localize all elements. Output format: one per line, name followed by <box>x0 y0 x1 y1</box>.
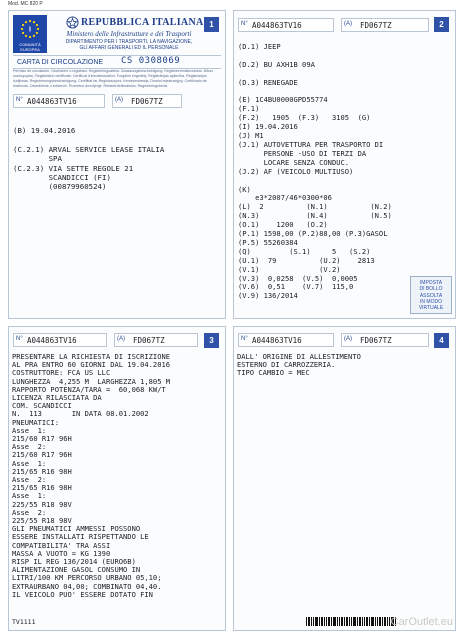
form-model-code: Mod. MC 820 P <box>8 1 43 7</box>
doc-code: A044863TV16 <box>252 336 302 345</box>
panel-4 <box>233 326 456 631</box>
eu-flag <box>13 15 47 53</box>
eu-flag-label: COMUNITÀ EUROPEA <box>19 42 41 52</box>
doc-code-label: N° <box>16 97 23 103</box>
department-line-1 <box>54 39 204 51</box>
doc-code-label: N° <box>241 21 248 27</box>
plate-number: FD067TZ <box>360 336 392 345</box>
plate-box <box>341 333 429 347</box>
department-line-1-text: DIPARTIMENTO PER I TRASPORTI, LA NAVIGAZIONE, <box>65 39 193 45</box>
panel-2 <box>233 10 456 319</box>
panel-number: 4 <box>434 333 449 348</box>
plate-number: FD067TZ <box>360 21 392 30</box>
panel-3 <box>8 326 226 631</box>
panel-number: 3 <box>204 333 219 348</box>
doc-code-label: N° <box>241 336 248 342</box>
department-line-2-text: GLI AFFARI GENERALI ED IL PERSONALE <box>79 45 179 51</box>
doc-code: A044863TV16 <box>252 21 302 30</box>
serial-number: CS 0308069 <box>121 56 181 66</box>
plate-box <box>341 18 429 32</box>
doc-code-box <box>238 333 334 347</box>
owner-details: (B) 19.04.2016 (C.2.1) ARVAL SERVICE LEASE ITALIA SPA (C.2.3) VIA SETTE REGOLE 21 SCANDICCI (FI) (00879960524) <box>13 126 165 192</box>
multilingual-titles: Permiso de circulación. Osvědčení o registraci. Registreringsattest. Zulassungsbescheinigung. Registreerimistunnistus. Άδεια κυκλοφορίας. Registration certificate. Certificat d'immatriculation. Forgalmi engedély. Reģistrācijas apliecība. Registracijos liudijimas. Registrierungsbescheinigung. Certifikat tar-Registrazzjoni. Kentekenbewijs. Dowód rejestracyjny. Certificado de matrícula. Osvedčenie o evidencii. Prometno dovoljenje. Rekisteröintitodistus. Registreringsbevis. <box>13 69 213 88</box>
plate-label: (A) <box>344 21 352 27</box>
plate-number: FD067TZ <box>131 97 163 106</box>
eu-stars-icon <box>20 19 40 39</box>
vehicle-details: (D.1) JEEP (D.2) BU AXH1B 09A (D.3) RENEGADE (E) 1C4BU0000GPD55774 (F.1) (F.2) 1905 (F.3) 3105 (G) (I) 19.04.2016 (J) M1 (J.1) AUTOVETTURA PER TRASPORTO DI PERSONE -USO DI TERZI DA LOCARE SENZA CONDUC. (J.2) AF (VEICOLO MULTIUSO) (K) e3*2007/46*0300*06 (L) 2 (N.1) (N.2) (N.3) (N.4) (N.5) (O.1) 1200 (O.2) (P.1) 1598,00 (P.2)88,00 (P.3)GASOL (P.5) 55260384 (Q) (S.1) 5 (S.2) (U.1) 79 (U.2) 2813 (V.1) (V.2) (V.3) 0,0258 (V.5) 0,0005 (V.6) 0,51 (V.7) 115,0 (V.9) 136/2014 <box>238 42 392 301</box>
plate-box <box>112 94 182 108</box>
plate-label: (A) <box>115 97 123 103</box>
doc-code-label: N° <box>16 336 23 342</box>
doc-code-box <box>13 333 107 347</box>
stamp-duty-box: IMPOSTA DI BOLLO ASSOLTA IN MODO VIRTUALE <box>410 276 452 314</box>
svg-text:I: I <box>29 26 31 34</box>
watermark: CarOutlet.eu <box>390 616 453 628</box>
republic-title: REPUBBLICA ITALIANA <box>81 17 204 28</box>
doc-code: A044863TV16 <box>27 97 77 106</box>
plate-label: (A) <box>344 336 352 342</box>
panel-1 <box>8 10 226 319</box>
ministry-title: Ministero delle Infrastrutture e dei Trasporti <box>66 30 192 38</box>
notes-text: DALL' ORIGINE DI ALLESTIMENTO ESTERNO DI CARROZZERIA. TIPO CAMBIO = MEC <box>237 352 361 378</box>
document-title: CARTA DI CIRCOLAZIONE <box>17 59 104 66</box>
panel-number: 2 <box>434 17 449 32</box>
notes-text: PRESENTARE LA RICHIESTA DI ISCRIZIONE AL PRA ENTRO 60 GIORNI DAL 19.04.2016 COSTRUTTORE: FCA US LLC LUNGHEZZA 4,255 M LARGHEZZA 1,805 M RAPPORTO POTENZA/TARA = 60,068 KW/T LICENZA RILASCIATA DA COM. SCANDICCI N. 113 IN DATA 08.01.2002 PNEUMATICI: Asse 1: 215/60 R17 96H Asse 2: 215/60 R17 96H Asse 1: 215/65 R16 98H Asse 2: 215/65 R16 98H Asse 1: 225/55 R18 98V Asse 2: 225/55 R18 98V GLI PNEUMATICI AMMESSI POSSONO ESSERE INSTALLATI RISPETTANDO LE COMPATIBILITA' TRA ASSI MASSA A VUOTO = KG 1390 RISP IL REG 136/2014 (EURO6B) ALIMENTAZIONE GASOL CONSUMO IN LITRI/100 KM PERCORSO URBANO 05,10; EXTRAURBANO 04,00; COMBINATO 04,40. IL VEICOLO PUO' ESSERE DOTATO FIN <box>12 352 171 599</box>
plate-box <box>114 333 198 347</box>
doc-code-box <box>238 18 334 32</box>
panel-number: 1 <box>204 17 219 32</box>
title-row <box>13 55 221 69</box>
plate-number: FD067TZ <box>133 336 165 345</box>
doc-code: A044863TV16 <box>27 336 77 345</box>
italian-emblem-icon <box>66 16 79 29</box>
office-code: TV1111 <box>12 618 36 626</box>
doc-code-box <box>13 94 105 108</box>
plate-label: (A) <box>117 336 125 342</box>
